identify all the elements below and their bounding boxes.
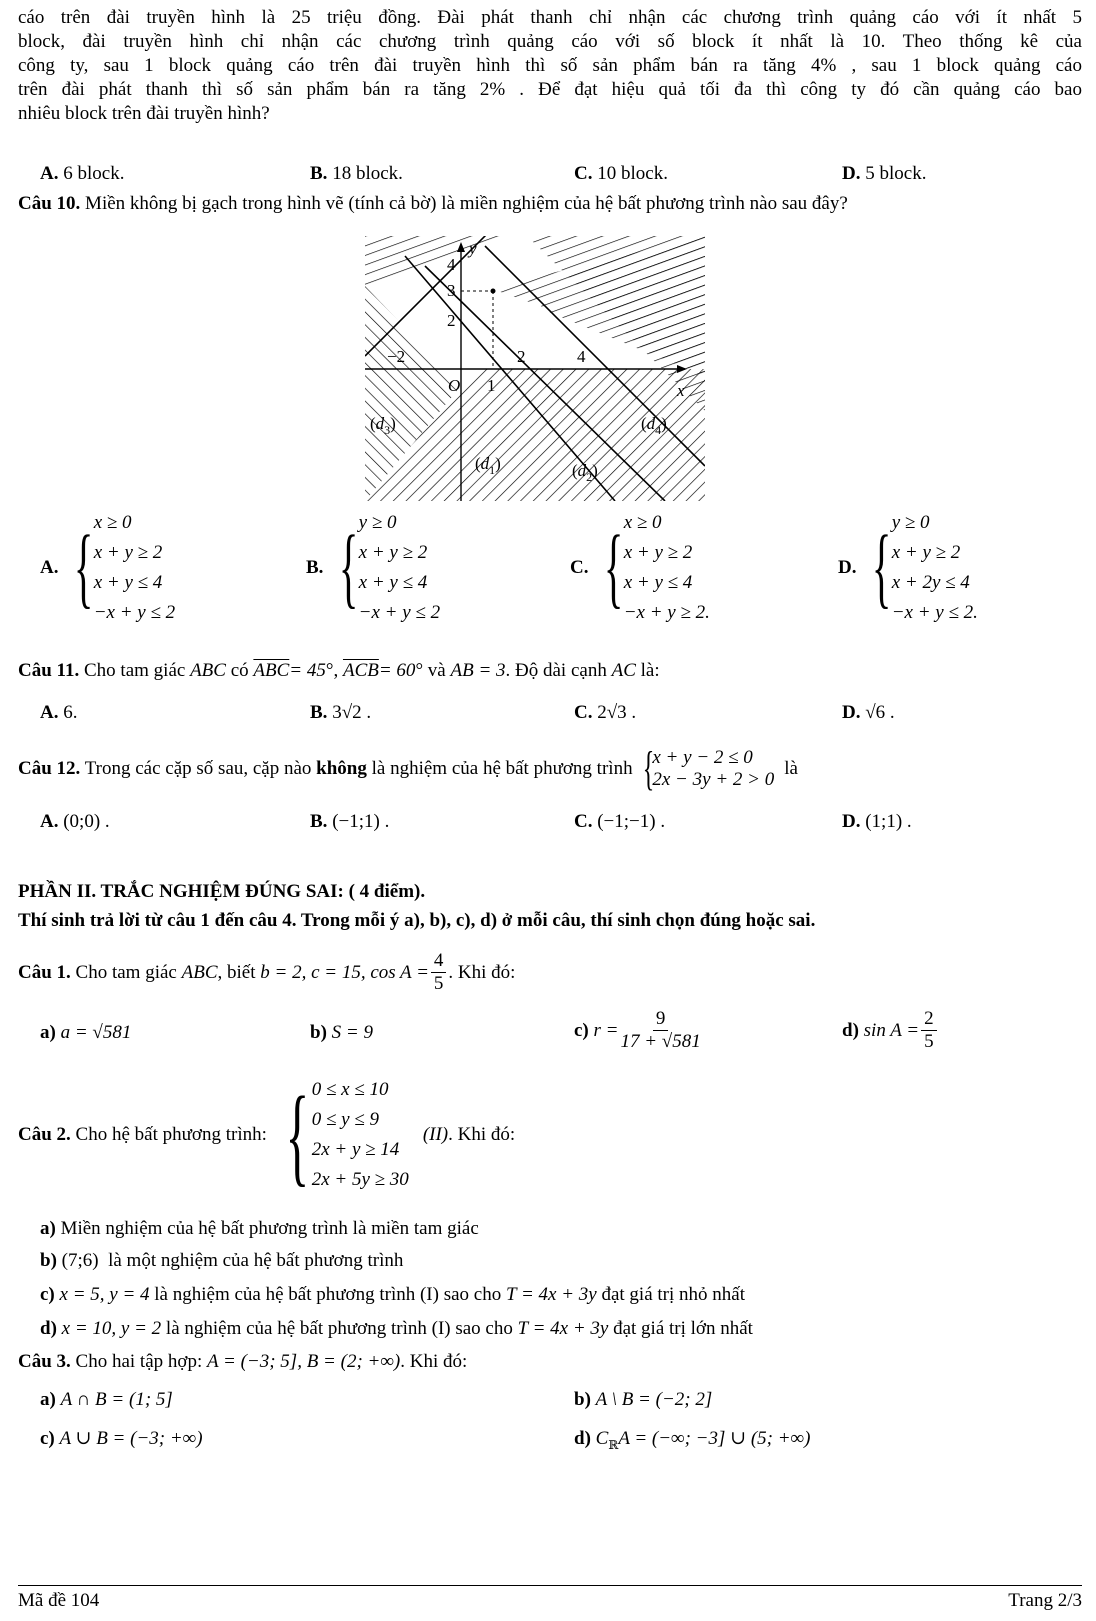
q11-option-c: C. 2√3 . [574, 702, 637, 723]
q12-stem: Câu 12. Trong các cặp số sau, cặp nào không là nghiệm của hệ bất phương trình { x + y − 2 ≤ 0 2x − 3y + 2 > 0 là [18, 742, 798, 795]
svg-text:(d1): $(d_1)$ [475, 454, 501, 477]
q10-option-a: A. { x ≥ 0 x + y ≥ 2 x + y ≤ 4 −x + y ≤ 2 [40, 512, 176, 623]
q12-option-d: D. (1;1) . [842, 811, 912, 832]
intro-line: công ty, sau 1 block quảng cáo trên đài truyền hình thì số sản phẩm bán ra tăng 4% , sau 1 block quảng cáo [18, 55, 1082, 76]
p2q2-item-c: c) x = 5, y = 4 là nghiệm của hệ bất phương trình (I) sao cho T = 4x + 3y đạt giá trị nhỏ nhất [40, 1284, 745, 1305]
p2q3-stem: Câu 3. Cho hai tập hợp: A = (−3; 5], B = (2; +∞). Khi đó: [18, 1351, 468, 1372]
intro-line: cáo trên đài truyền hình là 25 triệu đồng. Đài phát thanh chỉ nhận các chương trình quảng cáo với ít nhất 5 [18, 7, 1082, 28]
q11-option-b: B. 3√2 . [310, 702, 372, 723]
q12-option-c: C. (−1;−1) . [574, 811, 666, 832]
intro-line: block, đài truyền hình chỉ nhận các chương trình quảng cáo với số block ít nhất là 10. Theo thống kê của [18, 31, 1082, 52]
svg-text:(d2): $(d_2)$ [572, 461, 598, 484]
y-tick-3: 3 [447, 281, 456, 300]
svg-text:(d3): $(d_3)$ [370, 414, 396, 437]
x-axis-label: x [677, 381, 685, 400]
p2q3-item-a: a) A ∩ B = (1; 5] [40, 1389, 173, 1410]
p2q3-item-c: c) A ∪ B = (−3; +∞) [40, 1428, 203, 1449]
part2-heading: PHẦN II. TRẮC NGHIỆM ĐÚNG SAI: ( 4 điểm). [18, 881, 426, 902]
x-tick-2: 2 [517, 347, 526, 366]
p2q1-item-d: d) sin A = $\frac{2}{5}$ [842, 1008, 939, 1053]
p2q1-item-c: c) r = $\frac{9}{17 + √581}$ [574, 1008, 701, 1052]
part2-instruction: Thí sinh trả lời từ câu 1 đến câu 4. Trong mỗi ý a), b), c), d) ở mỗi câu, thí sinh chọn đúng hoặc sai. [18, 910, 816, 931]
hatch-region-d3 [365, 236, 515, 286]
p2q1-item-a: a) a = √581 [40, 1022, 132, 1043]
svg-text:(d4): $(d_4)$ [641, 414, 667, 437]
q11-stem: Câu 11. Cho tam giác ABC có $\overline{ABC}= 45^\circ$, $\overline{ACB}= 60^\circ$ và AB = 3. Độ dài cạnh AC là: [18, 660, 660, 681]
footer-exam-code: Mã đề 104 [18, 1590, 100, 1611]
intro-line: nhiêu block trên đài truyền hình? [18, 103, 270, 124]
x-tick-neg2: −2 [387, 347, 406, 366]
y-axis-label: y [469, 239, 477, 258]
q9-option-c: C. 10 block. [574, 163, 668, 184]
q11-option-d: D. √6 . [842, 702, 895, 723]
q9-option-a: A. 6 block. [40, 163, 125, 184]
p2q3-item-b: b) A \ B = (−2; 2] [574, 1389, 713, 1410]
footer-page-number: Trang 2/3 [1008, 1590, 1082, 1611]
p2q1-item-b: b) S = 9 [310, 1022, 373, 1043]
x-tick-1: 1 [487, 376, 496, 395]
p2q2-item-a: a) Miền nghiệm của hệ bất phương trình là miền tam giác [40, 1218, 479, 1239]
intersection-point [491, 289, 496, 294]
q12-option-b: B. (−1;1) . [310, 811, 390, 832]
footer-divider [18, 1585, 1082, 1586]
q11-option-a: A. 6. [40, 702, 78, 723]
p2q3-item-d: d) $C_ℝA$ = (−∞; −3] ∪ (5; +∞) [574, 1428, 811, 1452]
q10-option-c: C. { x ≥ 0 x + y ≥ 2 x + y ≤ 4 −x + y ≥ 2. [570, 512, 710, 623]
y-tick-4: 4 [447, 255, 456, 274]
origin-label: O [448, 376, 461, 395]
q10-option-b: B. { y ≥ 0 x + y ≥ 2 x + y ≤ 4 −x + y ≤ 2 [306, 512, 441, 623]
x-tick-4: 4 [577, 347, 586, 366]
p2q2-item-d: d) x = 10, y = 2 là nghiệm của hệ bất phương trình (I) sao cho T = 4x + 3y đạt giá trị lớn nhất [40, 1318, 753, 1339]
q9-option-b: B. 18 block. [310, 163, 403, 184]
y-tick-2: 2 [447, 311, 456, 330]
p2q1-stem: Câu 1. Cho tam giác ABC , biết b = 2, c = 15, cos A = $\frac{4}{5}$ . Khi đó: [18, 950, 516, 994]
q10-stem: Câu 10. Miền không bị gạch trong hình vẽ (tính cả bờ) là miền nghiệm của hệ bất phương trình nào sau đây? [18, 193, 848, 214]
q10-option-d: D. { y ≥ 0 x + y ≥ 2 x + 2y ≤ 4 −x + y ≤ 2. [838, 512, 978, 623]
p2q2-stem: Câu 2. Cho hệ bất phương trình: { 0 ≤ x ≤ 10 0 ≤ y ≤ 9 2x + y ≥ 14 2x + 5y ≥ 30 (II). Khi đó: [18, 1074, 516, 1196]
q12-option-a: A. (0;0) . [40, 811, 110, 832]
q10-figure [365, 236, 705, 501]
intro-line: trên đài phát thanh thì số sản phẩm bán ra tăng 2% . Để đạt hiệu quả tối đa thì công ty đó cần quảng cáo bao [18, 79, 1082, 100]
p2q2-item-b: b) (7;6) là một nghiệm của hệ bất phương trình [40, 1250, 404, 1271]
q9-option-d: D. 5 block. [842, 163, 927, 184]
